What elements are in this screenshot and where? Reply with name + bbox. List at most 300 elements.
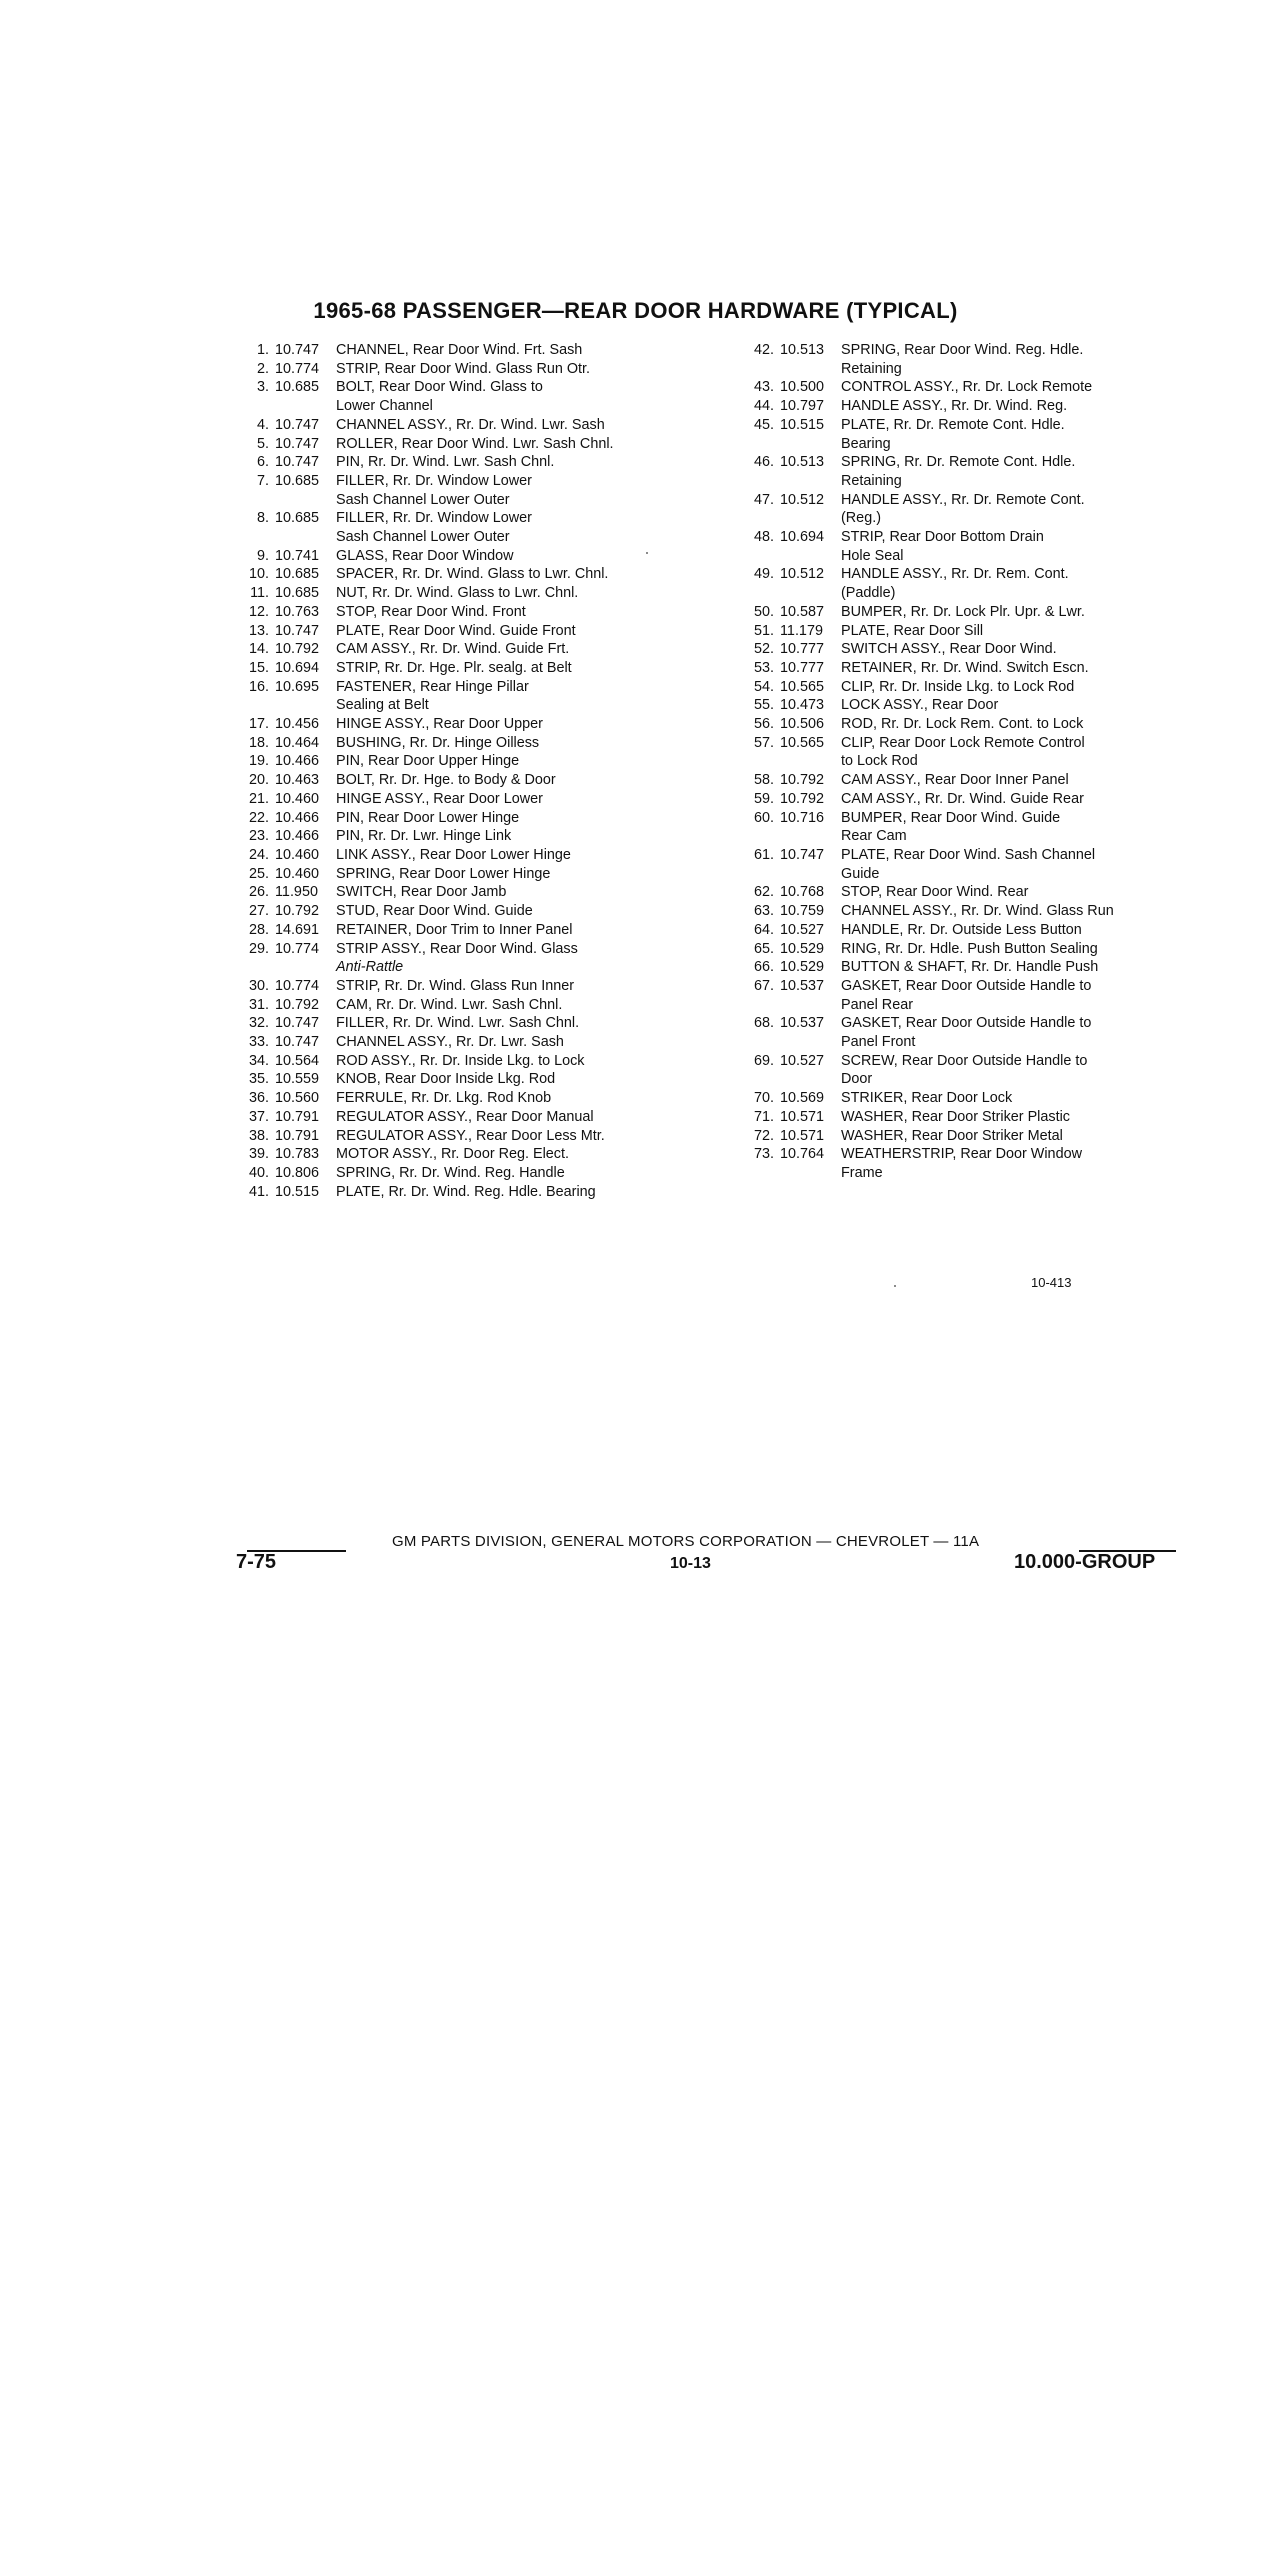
- item-number: 43.: [753, 379, 774, 396]
- list-item: [225, 360, 695, 379]
- item-description-block: [841, 958, 1200, 977]
- item-code: 10.456: [275, 716, 320, 733]
- item-description-block: [841, 1089, 1200, 1108]
- item-description-block: [336, 603, 695, 622]
- item-description-block: [841, 715, 1200, 734]
- list-item: [730, 771, 1200, 790]
- item-number: 25.: [248, 865, 269, 882]
- item-description: BUSHING, Rr. Dr. Hinge Oilless: [336, 734, 540, 751]
- item-description: PLATE, Rr. Dr. Remote Cont. Hdle. Bearing: [841, 416, 1065, 452]
- list-item: [225, 547, 695, 566]
- item-description: SPRING, Rear Door Wind. Reg. Hdle. Retaining: [841, 342, 1084, 377]
- item-description: RING, Rr. Dr. Hdle. Push Button Sealing: [841, 940, 1098, 957]
- item-description: SPRING, Rear Door Lower Hinge: [336, 865, 551, 882]
- item-description-block: [841, 1145, 1200, 1182]
- item-code: 10.527: [780, 1052, 825, 1069]
- item-description: FERRULE, Rr. Dr. Lkg. Rod Knob: [336, 1090, 552, 1107]
- list-item: [730, 1089, 1200, 1108]
- item-description-block: [336, 715, 695, 734]
- item-description: STRIP, Rear Door Wind. Glass Run Otr.: [336, 360, 591, 377]
- item-number: 9.: [256, 547, 269, 564]
- item-description-block: [841, 1127, 1200, 1146]
- item-description: CLIP, Rr. Dr. Inside Lkg. to Lock Rod: [841, 678, 1075, 695]
- item-number: 70.: [753, 1090, 774, 1107]
- item-code: 10.792: [275, 996, 320, 1013]
- item-code: 10.768: [780, 884, 825, 901]
- item-number: 14.: [248, 641, 269, 658]
- item-description: PIN, Rr. Dr. Lwr. Hinge Link: [336, 828, 512, 845]
- item-code: 10.506: [780, 716, 825, 733]
- item-description: SPRING, Rr. Dr. Remote Cont. Hdle. Retaining: [841, 454, 1076, 489]
- list-item: [225, 640, 695, 659]
- item-description: SCREW, Rear Door Outside Handle to Door: [841, 1052, 1088, 1088]
- item-description-block: [336, 883, 695, 902]
- item-description: STRIP, Rear Door Bottom Drain Hole Seal: [841, 529, 1044, 564]
- item-description: REGULATOR ASSY., Rear Door Manual: [336, 1108, 594, 1125]
- item-code: 10.559: [275, 1071, 320, 1088]
- list-item: [730, 622, 1200, 641]
- item-description: REGULATOR ASSY., Rear Door Less Mtr.: [336, 1127, 605, 1144]
- list-item: [225, 453, 695, 472]
- list-item: [225, 1052, 695, 1071]
- item-description-block: [841, 1014, 1200, 1051]
- item-number: 35.: [248, 1071, 269, 1088]
- item-code: 10.741: [275, 547, 320, 564]
- item-description: STOP, Rear Door Wind. Rear: [841, 884, 1029, 901]
- parts-list-right: [730, 341, 1200, 1183]
- item-description: GASKET, Rear Door Outside Handle to Panel Rear: [841, 977, 1092, 1013]
- item-code: 10.791: [275, 1108, 320, 1125]
- item-description-block: [336, 416, 695, 435]
- list-item: [225, 809, 695, 828]
- item-description: STRIP ASSY., Rear Door Wind. Glass: [336, 940, 578, 957]
- item-code: 10.513: [780, 454, 825, 471]
- item-code: 10.565: [780, 678, 825, 695]
- list-item: [730, 453, 1200, 490]
- list-item: [225, 1070, 695, 1089]
- figure-number: 10-413: [1031, 1275, 1072, 1290]
- item-number: 58.: [753, 772, 774, 789]
- item-description: BUMPER, Rear Door Wind. Guide Rear Cam: [841, 809, 1061, 845]
- item-subnote: Anti-Rattle: [336, 959, 404, 976]
- item-code: 10.529: [780, 959, 825, 976]
- list-item: [730, 565, 1200, 602]
- list-item: [225, 977, 695, 996]
- item-number: 62.: [753, 884, 774, 901]
- item-number: 40.: [248, 1164, 269, 1181]
- item-description-block: [841, 397, 1200, 416]
- item-number: 3.: [256, 379, 269, 396]
- item-description-block: [336, 1145, 695, 1164]
- item-number: 5.: [256, 435, 269, 452]
- list-item: [225, 827, 695, 846]
- item-code: 10.515: [780, 416, 825, 433]
- list-item: [730, 397, 1200, 416]
- item-number: 68.: [753, 1015, 774, 1032]
- item-description-block: [336, 734, 695, 753]
- list-item: [225, 509, 695, 546]
- list-item: [730, 883, 1200, 902]
- item-number: 16.: [248, 678, 269, 695]
- item-description: FILLER, Rr. Dr. Window Lower Sash Channel Lower Outer: [336, 510, 532, 546]
- item-description-block: [841, 977, 1200, 1014]
- footer-line: GM PARTS DIVISION, GENERAL MOTORS CORPORATION — CHEVROLET — 11A: [392, 1533, 980, 1550]
- item-description-block: [336, 1089, 695, 1108]
- list-item: [225, 472, 695, 509]
- footer-date: 7-75: [236, 1551, 277, 1573]
- list-item: [730, 659, 1200, 678]
- item-description-block: [336, 977, 695, 996]
- item-number: 59.: [753, 790, 774, 807]
- item-code: 10.685: [275, 566, 320, 583]
- item-description-block: [841, 940, 1200, 959]
- item-description: STOP, Rear Door Wind. Front: [336, 603, 526, 620]
- list-item: [730, 921, 1200, 940]
- item-description-block: [336, 678, 695, 715]
- list-item: [225, 341, 695, 360]
- item-code: 10.747: [275, 1015, 320, 1032]
- item-description: HINGE ASSY., Rear Door Upper: [336, 716, 543, 733]
- item-number: 63.: [753, 903, 774, 920]
- item-description-block: [841, 622, 1200, 641]
- item-description-block: [336, 996, 695, 1015]
- item-number: 26.: [248, 884, 269, 901]
- item-description: FASTENER, Rear Hinge Pillar Sealing at Belt: [336, 678, 529, 714]
- item-code: 10.569: [780, 1090, 825, 1107]
- item-description: GASKET, Rear Door Outside Handle to Panel Front: [841, 1015, 1092, 1051]
- item-code: 10.783: [275, 1146, 320, 1163]
- item-description-block: [841, 790, 1200, 809]
- item-number: 44.: [753, 398, 774, 415]
- item-number: 31.: [248, 996, 269, 1013]
- item-code: 10.747: [275, 454, 320, 471]
- item-description: HANDLE, Rr. Dr. Outside Less Button: [841, 921, 1082, 938]
- item-description: STRIP, Rr. Dr. Wind. Glass Run Inner: [336, 977, 575, 994]
- item-number: 54.: [753, 678, 774, 695]
- item-code: 10.792: [780, 790, 825, 807]
- item-description: GLASS, Rear Door Window: [336, 547, 514, 564]
- item-number: 28.: [248, 921, 269, 938]
- item-code: 10.777: [780, 641, 825, 658]
- item-description: FILLER, Rr. Dr. Wind. Lwr. Sash Chnl.: [336, 1015, 580, 1032]
- item-number: 71.: [753, 1108, 774, 1125]
- item-description-block: [841, 921, 1200, 940]
- item-description: SWITCH ASSY., Rear Door Wind.: [841, 641, 1057, 658]
- item-number: 17.: [248, 716, 269, 733]
- item-code: 10.587: [780, 603, 825, 620]
- page-title: 1965-68 PASSENGER—REAR DOOR HARDWARE (TYPICAL): [313, 298, 958, 323]
- list-item: [730, 977, 1200, 1014]
- item-number: 32.: [248, 1015, 269, 1032]
- list-item: [730, 1127, 1200, 1146]
- item-code: 10.774: [275, 360, 320, 377]
- item-description: STRIP, Rr. Dr. Hge. Plr. sealg. at Belt: [336, 659, 572, 676]
- item-code: 10.500: [780, 379, 825, 396]
- item-code: 11.179: [780, 622, 823, 639]
- item-description-block: [336, 846, 695, 865]
- list-item: [730, 1108, 1200, 1127]
- list-item: [730, 603, 1200, 622]
- item-code: 10.466: [275, 753, 320, 770]
- item-number: 29.: [248, 940, 269, 957]
- item-description-block: [336, 547, 695, 566]
- item-description: BUMPER, Rr. Dr. Lock Plr. Upr. & Lwr.: [841, 603, 1085, 620]
- list-item: [225, 846, 695, 865]
- item-number: 10.: [248, 566, 269, 583]
- item-description: WASHER, Rear Door Striker Metal: [841, 1127, 1063, 1144]
- item-description-block: [841, 659, 1200, 678]
- list-item: [225, 865, 695, 884]
- list-item: [730, 528, 1200, 565]
- list-item: [225, 565, 695, 584]
- list-item: [225, 883, 695, 902]
- item-description-block: [336, 453, 695, 472]
- item-code: 10.560: [275, 1090, 320, 1107]
- item-number: 45.: [753, 416, 774, 433]
- item-description-block: [336, 902, 695, 921]
- list-item: [730, 678, 1200, 697]
- item-number: 2.: [256, 360, 269, 377]
- item-description: HANDLE ASSY., Rr. Dr. Wind. Reg.: [841, 398, 1068, 415]
- item-description-block: [336, 771, 695, 790]
- list-item: [225, 1014, 695, 1033]
- list-item: [730, 1145, 1200, 1182]
- item-code: 10.774: [275, 940, 320, 957]
- item-description: BOLT, Rear Door Wind. Glass to Lower Channel: [336, 379, 543, 415]
- list-item: [225, 734, 695, 753]
- item-code: 10.473: [780, 697, 825, 714]
- item-description: KNOB, Rear Door Inside Lkg. Rod: [336, 1071, 556, 1088]
- item-description: CAM ASSY., Rr. Dr. Wind. Guide Frt.: [336, 641, 570, 658]
- item-description: HANDLE ASSY., Rr. Dr. Remote Cont. (Reg.): [841, 491, 1085, 527]
- item-description-block: [336, 1164, 695, 1183]
- list-item: [225, 921, 695, 940]
- item-code: 11.950: [275, 884, 318, 901]
- list-item: [225, 940, 695, 977]
- item-description-block: [336, 472, 695, 509]
- item-code: 10.747: [275, 342, 320, 358]
- list-item: [225, 622, 695, 641]
- item-description-block: [336, 752, 695, 771]
- item-number: 60.: [753, 809, 774, 826]
- list-item: [730, 902, 1200, 921]
- item-code: 10.791: [275, 1127, 320, 1144]
- list-item: [225, 1108, 695, 1127]
- item-number: 22.: [248, 809, 269, 826]
- item-code: 10.792: [275, 903, 320, 920]
- item-number: 30.: [248, 977, 269, 994]
- item-code: 10.747: [780, 846, 825, 863]
- item-description: RETAINER, Rr. Dr. Wind. Switch Escn.: [841, 659, 1089, 676]
- item-description: PIN, Rear Door Lower Hinge: [336, 809, 520, 826]
- item-description-block: [841, 491, 1200, 528]
- item-number: 66.: [753, 959, 774, 976]
- item-code: 10.466: [275, 828, 320, 845]
- item-description-block: [841, 640, 1200, 659]
- item-description-block: [336, 435, 695, 454]
- item-description-block: [336, 1014, 695, 1033]
- item-code: 10.537: [780, 977, 825, 994]
- item-code: 10.529: [780, 940, 825, 957]
- list-item: [225, 659, 695, 678]
- item-number: 46.: [753, 454, 774, 471]
- item-number: 27.: [248, 903, 269, 920]
- item-description: PLATE, Rear Door Sill: [841, 622, 984, 639]
- item-description: PLATE, Rr. Dr. Wind. Reg. Hdle. Bearing: [336, 1183, 596, 1200]
- list-item: [225, 603, 695, 622]
- item-number: 61.: [753, 846, 774, 863]
- item-number: 7.: [256, 472, 269, 489]
- item-description: CHANNEL ASSY., Rr. Dr. Lwr. Sash: [336, 1034, 564, 1051]
- item-description: CAM ASSY., Rear Door Inner Panel: [841, 772, 1069, 789]
- item-code: 10.747: [275, 435, 320, 452]
- footer-page-number: 10-13: [670, 1555, 711, 1572]
- item-description-block: [841, 528, 1200, 565]
- item-description-block: [336, 921, 695, 940]
- item-description-block: [336, 640, 695, 659]
- list-item: [730, 640, 1200, 659]
- item-code: 10.747: [275, 416, 320, 433]
- list-item: [225, 1164, 695, 1183]
- list-item: [730, 1052, 1200, 1089]
- item-code: 10.797: [780, 398, 825, 415]
- item-description-block: [841, 902, 1200, 921]
- item-description-block: [336, 809, 695, 828]
- list-item: [225, 378, 695, 415]
- item-description-block: [841, 378, 1200, 397]
- item-description: PLATE, Rear Door Wind. Sash Channel Guide: [841, 846, 1096, 882]
- list-item: [730, 1014, 1200, 1051]
- item-description-block: [336, 1070, 695, 1089]
- list-item: [730, 790, 1200, 809]
- item-description: ROD ASSY., Rr. Dr. Inside Lkg. to Lock: [336, 1052, 585, 1069]
- item-code: 10.527: [780, 921, 825, 938]
- item-description-block: [336, 378, 695, 415]
- list-item: [730, 958, 1200, 977]
- list-item: [730, 734, 1200, 771]
- item-code: 10.515: [275, 1183, 320, 1200]
- item-description: CAM ASSY., Rr. Dr. Wind. Guide Rear: [841, 790, 1084, 807]
- item-code: 10.460: [275, 865, 320, 882]
- item-number: 47.: [753, 491, 774, 508]
- item-code: 10.806: [275, 1164, 320, 1181]
- item-code: 10.763: [275, 603, 320, 620]
- item-code: 10.571: [780, 1127, 825, 1144]
- list-item: [225, 902, 695, 921]
- item-description-block: [841, 603, 1200, 622]
- item-number: 55.: [753, 697, 774, 714]
- item-description-block: [841, 883, 1200, 902]
- item-number: 64.: [753, 921, 774, 938]
- item-description: WASHER, Rear Door Striker Plastic: [841, 1108, 1070, 1125]
- item-description: LOCK ASSY., Rear Door: [841, 697, 999, 714]
- item-description-block: [336, 360, 695, 379]
- item-description: ROD, Rr. Dr. Lock Rem. Cont. to Lock: [841, 716, 1084, 733]
- item-code: 10.466: [275, 809, 320, 826]
- item-number: 18.: [248, 734, 269, 751]
- item-number: 67.: [753, 977, 774, 994]
- parts-list-left: [225, 341, 695, 1201]
- list-item: [730, 715, 1200, 734]
- item-description: CONTROL ASSY., Rr. Dr. Lock Remote: [841, 379, 1093, 396]
- item-code: 10.537: [780, 1015, 825, 1032]
- item-description: CHANNEL ASSY., Rr. Dr. Wind. Lwr. Sash: [336, 416, 605, 433]
- item-number: 12.: [248, 603, 269, 620]
- list-item: [730, 696, 1200, 715]
- item-code: 10.460: [275, 846, 320, 863]
- item-code: 10.513: [780, 342, 825, 358]
- item-code: 10.685: [275, 585, 320, 602]
- item-description-block: [336, 1108, 695, 1127]
- item-code: 10.564: [275, 1052, 320, 1069]
- item-number: 15.: [248, 659, 269, 676]
- item-description: HINGE ASSY., Rear Door Lower: [336, 790, 543, 807]
- item-code: 10.759: [780, 903, 825, 920]
- list-item: [225, 584, 695, 603]
- item-description: CHANNEL, Rear Door Wind. Frt. Sash: [336, 342, 583, 358]
- item-description-block: [336, 1127, 695, 1146]
- item-number: 73.: [753, 1146, 774, 1163]
- list-item: [225, 1033, 695, 1052]
- item-number: 8.: [256, 510, 269, 527]
- item-number: 6.: [256, 454, 269, 471]
- item-code: 10.685: [275, 510, 320, 527]
- item-description: LINK ASSY., Rear Door Lower Hinge: [336, 846, 571, 863]
- item-code: 10.685: [275, 472, 320, 489]
- item-description-block: [336, 565, 695, 584]
- item-description-block: [841, 696, 1200, 715]
- item-number: 38.: [248, 1127, 269, 1144]
- item-description-block: [336, 584, 695, 603]
- item-code: 10.694: [275, 659, 320, 676]
- item-code: 10.685: [275, 379, 320, 396]
- item-description-block: [841, 453, 1200, 490]
- item-description-block: [336, 827, 695, 846]
- item-description: ROLLER, Rear Door Wind. Lwr. Sash Chnl.: [336, 435, 614, 452]
- item-description-block: [841, 678, 1200, 697]
- item-description: BUTTON & SHAFT, Rr. Dr. Handle Push: [841, 959, 1099, 976]
- item-code: 10.694: [780, 529, 825, 546]
- item-code: 10.774: [275, 977, 320, 994]
- list-item: [225, 715, 695, 734]
- item-number: 20.: [248, 772, 269, 789]
- item-description: CAM, Rr. Dr. Wind. Lwr. Sash Chnl.: [336, 996, 563, 1013]
- item-description: MOTOR ASSY., Rr. Door Reg. Elect.: [336, 1146, 569, 1163]
- item-number: 19.: [248, 753, 269, 770]
- item-description-block: [841, 846, 1200, 883]
- list-item: [225, 1089, 695, 1108]
- item-number: 11.: [250, 585, 269, 602]
- speck: [646, 552, 648, 554]
- item-number: 51.: [753, 622, 774, 639]
- item-description-block: [336, 1052, 695, 1071]
- list-item: [730, 378, 1200, 397]
- item-description: STRIKER, Rear Door Lock: [841, 1090, 1013, 1107]
- item-description-block: [336, 940, 695, 977]
- item-code: 10.792: [780, 772, 825, 789]
- list-item: [225, 752, 695, 771]
- item-code: 10.571: [780, 1108, 825, 1125]
- item-description: WEATHERSTRIP, Rear Door Window Frame: [841, 1146, 1082, 1181]
- item-description-block: [336, 509, 695, 546]
- list-item: [225, 996, 695, 1015]
- item-description-block: [841, 1108, 1200, 1127]
- item-number: 33.: [248, 1034, 269, 1051]
- item-code: 10.695: [275, 678, 320, 695]
- item-description-block: [841, 341, 1200, 378]
- item-number: 37.: [248, 1108, 269, 1125]
- item-code: 10.464: [275, 734, 320, 751]
